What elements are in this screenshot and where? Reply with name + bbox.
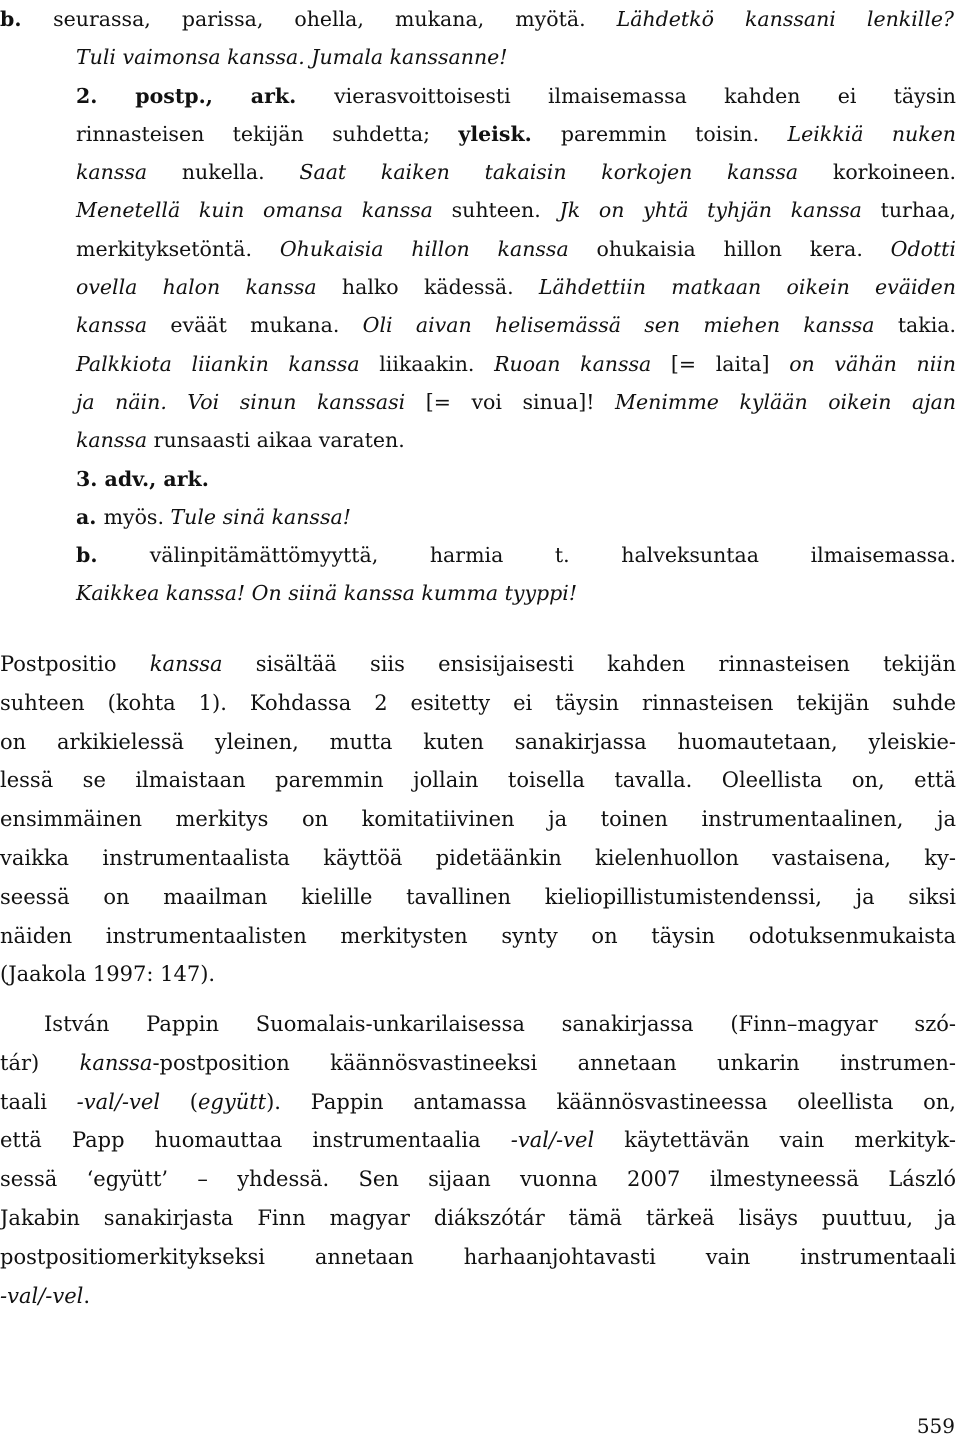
paragraph-line	[0, 1238, 956, 1277]
text-run: korkoineen.	[832, 160, 956, 185]
entry-line	[76, 230, 956, 268]
text-run: [= laita]	[670, 351, 790, 376]
text-run: 2. postp., ark.	[76, 83, 335, 108]
text-run: halko kädessä.	[341, 275, 539, 300]
page-number: 559	[916, 1414, 955, 1438]
text-run: (	[160, 1089, 198, 1114]
text-run: on vähän niin	[789, 351, 957, 376]
paragraph-line	[0, 723, 956, 762]
text-run: välinpitämättömyyttä, harmia t. halveksuntaa ilmaisemassa.	[149, 543, 957, 568]
text-run: (Jaakola 1997: 147).	[0, 962, 216, 987]
entry-line	[76, 383, 956, 421]
entry-line	[0, 0, 954, 38]
entry-line	[76, 421, 956, 459]
text-run: Odotti	[890, 236, 956, 261]
paragraph-line	[0, 800, 956, 839]
text-run: suhteen (kohta 1). Kohdassa 2 esitetty ei täysin rinnasteisen tekijän suhde	[0, 690, 956, 715]
text-run: että Papp huomauttaa instrumentaalia	[0, 1128, 511, 1153]
text-run: Kaikkea kanssa! On siinä kanssa kumma tyyppi!	[76, 581, 578, 606]
text-run: Tuli vaimonsa kanssa. Jumala kanssanne!	[76, 45, 508, 70]
text-run: Jk on yhtä tyhjän kanssa	[559, 198, 881, 223]
body-paragraph-1	[0, 645, 956, 994]
text-run: merkityksetöntä.	[76, 236, 280, 261]
text-run: -postposition käännösvastineeksi annetaan unkarin instrumen-	[152, 1050, 956, 1075]
text-run: együtt	[197, 1089, 267, 1114]
text-run: näiden instrumentaalisten merkitysten synty on täysin odotuksenmukaista	[0, 923, 956, 948]
entry-line	[76, 153, 956, 191]
text-run: -val/-vel	[510, 1128, 595, 1153]
entry-line	[76, 77, 956, 115]
paragraph-line	[0, 1044, 956, 1083]
paragraph-line	[0, 917, 956, 956]
text-run: Lähdetkö kanssani lenkille?	[616, 7, 955, 31]
text-run: yleisk.	[458, 121, 561, 146]
text-run: Ruoan kanssa	[494, 351, 671, 376]
entry-line	[76, 115, 956, 153]
text-run: b.	[76, 543, 150, 568]
text-run: Leikkiä nuken	[787, 121, 956, 146]
text-run: käytettävän vain merkityk-	[594, 1128, 956, 1153]
paragraph-line	[0, 1277, 956, 1316]
entry-line	[76, 498, 956, 536]
text-run: turhaa,	[880, 198, 956, 223]
text-run: Jakabin sanakirjasta Finn magyar diákszótár tämä tärkeä lisäys puuttuu, ja	[0, 1205, 956, 1230]
paragraph-line	[0, 1199, 956, 1238]
paragraph-line	[0, 1121, 956, 1160]
text-run: ensimmäinen merkitys on komitatiivinen ja toinen instrumentaalinen, ja	[0, 807, 956, 832]
text-run: [= voi sinua]!	[425, 389, 616, 414]
entry-line	[76, 345, 956, 383]
text-run: myös.	[103, 504, 171, 529]
entry-line	[76, 268, 956, 306]
text-run: Tule sinä kanssa!	[170, 504, 351, 529]
text-run: postpositiomerkitykseksi annetaan harhaanjohtavasti vain instrumentaali	[0, 1244, 956, 1269]
text-run: lessä se ilmaistaan paremmin jollain toisella tavalla. Oleellista on, että	[0, 768, 956, 793]
text-run: Saat kaiken takaisin korkojen kanssa	[299, 160, 833, 185]
paragraph-line	[0, 645, 956, 684]
text-run: Lähdettiin matkaan oikein eväiden	[538, 275, 957, 300]
text-run: kanssa	[76, 428, 154, 453]
text-run: Postpositio	[0, 652, 150, 676]
text-run: nukella.	[181, 160, 300, 185]
entry-line	[76, 574, 956, 612]
paragraph-line	[0, 1160, 956, 1199]
text-run: b.	[0, 7, 54, 31]
text-run: takia.	[897, 313, 956, 338]
text-run: -val/-vel	[0, 1283, 84, 1308]
paragraph-line	[0, 878, 956, 917]
entry-line	[76, 306, 956, 344]
text-run: vaikka instrumentaalista käyttöä pidetäänkin kielenhuollon vastaisena, ky-	[0, 845, 956, 870]
entry-line	[76, 460, 956, 498]
text-run: sessä ‘együtt’ – yhdessä. Sen sijaan vuonna 2007 ilmestyneessä László	[0, 1167, 956, 1192]
text-run: a.	[76, 504, 104, 529]
text-run: kanssa	[76, 313, 171, 338]
paragraph-line	[0, 761, 956, 800]
text-run: rinnasteisen tekijän suhdetta;	[76, 121, 459, 146]
text-run: vierasvoittoisesti ilmaisemassa kahden ei täysin	[334, 83, 956, 108]
text-run: paremmin toisin.	[560, 121, 788, 146]
text-run: eväät mukana.	[170, 313, 363, 338]
body-paragraph-2	[0, 1005, 956, 1315]
text-run: liikaakin.	[379, 351, 495, 376]
text-run: kanssa	[79, 1050, 153, 1075]
text-run: kanssa	[76, 160, 182, 185]
text-run: Oli aivan helisemässä sen miehen kanssa	[362, 313, 898, 338]
text-run: ). Pappin antamassa käännösvastineessa oleellista on,	[266, 1089, 956, 1114]
dictionary-entry	[0, 0, 957, 613]
text-run: tár)	[0, 1050, 80, 1075]
entry-line	[76, 536, 956, 574]
entry-line	[76, 38, 956, 76]
text-run: ohukaisia hillon kera.	[596, 236, 891, 261]
text-run: seurassa, parissa, ohella, mukana, myötä.	[53, 7, 617, 31]
text-run: Menimme kylään oikein ajan	[615, 389, 956, 414]
text-run: taali	[0, 1089, 77, 1114]
text-run: sisältää siis ensisijaisesti kahden rinnasteisen tekijän	[222, 652, 956, 676]
text-run: -val/-vel	[76, 1089, 161, 1114]
text-run: 3. adv., ark.	[76, 466, 209, 491]
entry-line	[76, 191, 956, 229]
text-run: kanssa	[149, 652, 223, 676]
text-run: runsaasti aikaa varaten.	[153, 428, 405, 453]
text-run: Palkkiota liiankin kanssa	[76, 351, 380, 376]
paragraph-line	[0, 839, 956, 878]
paragraph-line	[0, 955, 956, 994]
paragraph-line	[0, 1005, 956, 1044]
text-run: .	[83, 1283, 91, 1308]
text-run: István Pappin Suomalais-unkarilaisessa sanakirjassa (Finn–magyar szó-	[44, 1012, 956, 1036]
text-run: Ohukaisia hillon kanssa	[279, 236, 597, 261]
text-run: ja näin. Voi sinun kanssasi	[76, 389, 426, 414]
text-run: ovella halon kanssa	[76, 275, 342, 300]
text-run: suhteen.	[451, 198, 560, 223]
text-run: on arkikielessä yleinen, mutta kuten sanakirjassa huomautetaan, yleiskie-	[0, 729, 956, 754]
text-run: seessä on maailman kielille tavallinen kieliopillistumistendenssi, ja siksi	[0, 884, 956, 909]
paragraph-line	[0, 684, 956, 723]
text-run: Menetellä kuin omansa kanssa	[76, 198, 452, 223]
paragraph-line	[0, 1083, 956, 1122]
